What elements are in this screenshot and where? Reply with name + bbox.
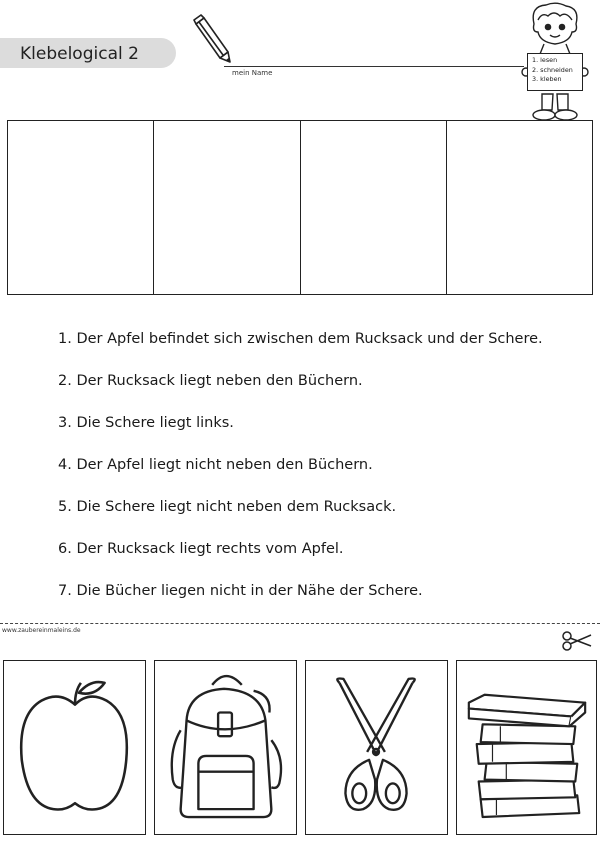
name-label: mein Name [232,69,273,77]
card-backpack[interactable] [154,660,297,835]
scissors-cut-icon [561,630,593,652]
clue-item: 2. Der Rucksack liegt neben den Büchern. [58,373,363,389]
answer-slot-2[interactable] [154,121,300,294]
card-books[interactable] [456,660,597,835]
pencil-icon [190,14,236,64]
page-title: Klebelogical 2 [20,44,139,64]
name-line [224,66,524,67]
backpack-icon [155,661,296,834]
clue-item: 5. Die Schere liegt nicht neben dem Rucksack. [58,499,397,515]
apple-icon [4,661,145,834]
clue-item: 1. Der Apfel befindet sich zwischen dem Rucksack und der Schere. [58,331,543,347]
card-apple[interactable] [3,660,146,835]
clue-list [58,329,543,623]
instruction-sign [527,53,583,91]
answer-grid [7,120,593,295]
clue-item: 4. Der Apfel liegt nicht neben den Büchern. [58,457,373,473]
instruction-step: 1. lesen [532,56,558,64]
answer-slot-4[interactable] [447,121,592,294]
instruction-step: 2. schneiden [532,65,573,74]
instruction-step: 3. kleben [532,75,562,83]
clue-item: 3. Die Schere liegt links. [58,415,234,431]
answer-slot-1[interactable] [8,121,154,294]
answer-slot-3[interactable] [301,121,447,294]
clue-item: 7. Die Bücher liegen nicht in der Nähe der Schere. [58,583,423,599]
books-icon [457,661,596,834]
website-credit: www.zaubereinmaleins.de [2,627,81,634]
scissors-icon [306,661,447,834]
card-scissors[interactable] [305,660,448,835]
clue-item: 6. Der Rucksack liegt rechts vom Apfel. [58,541,344,557]
cut-line [0,623,600,624]
